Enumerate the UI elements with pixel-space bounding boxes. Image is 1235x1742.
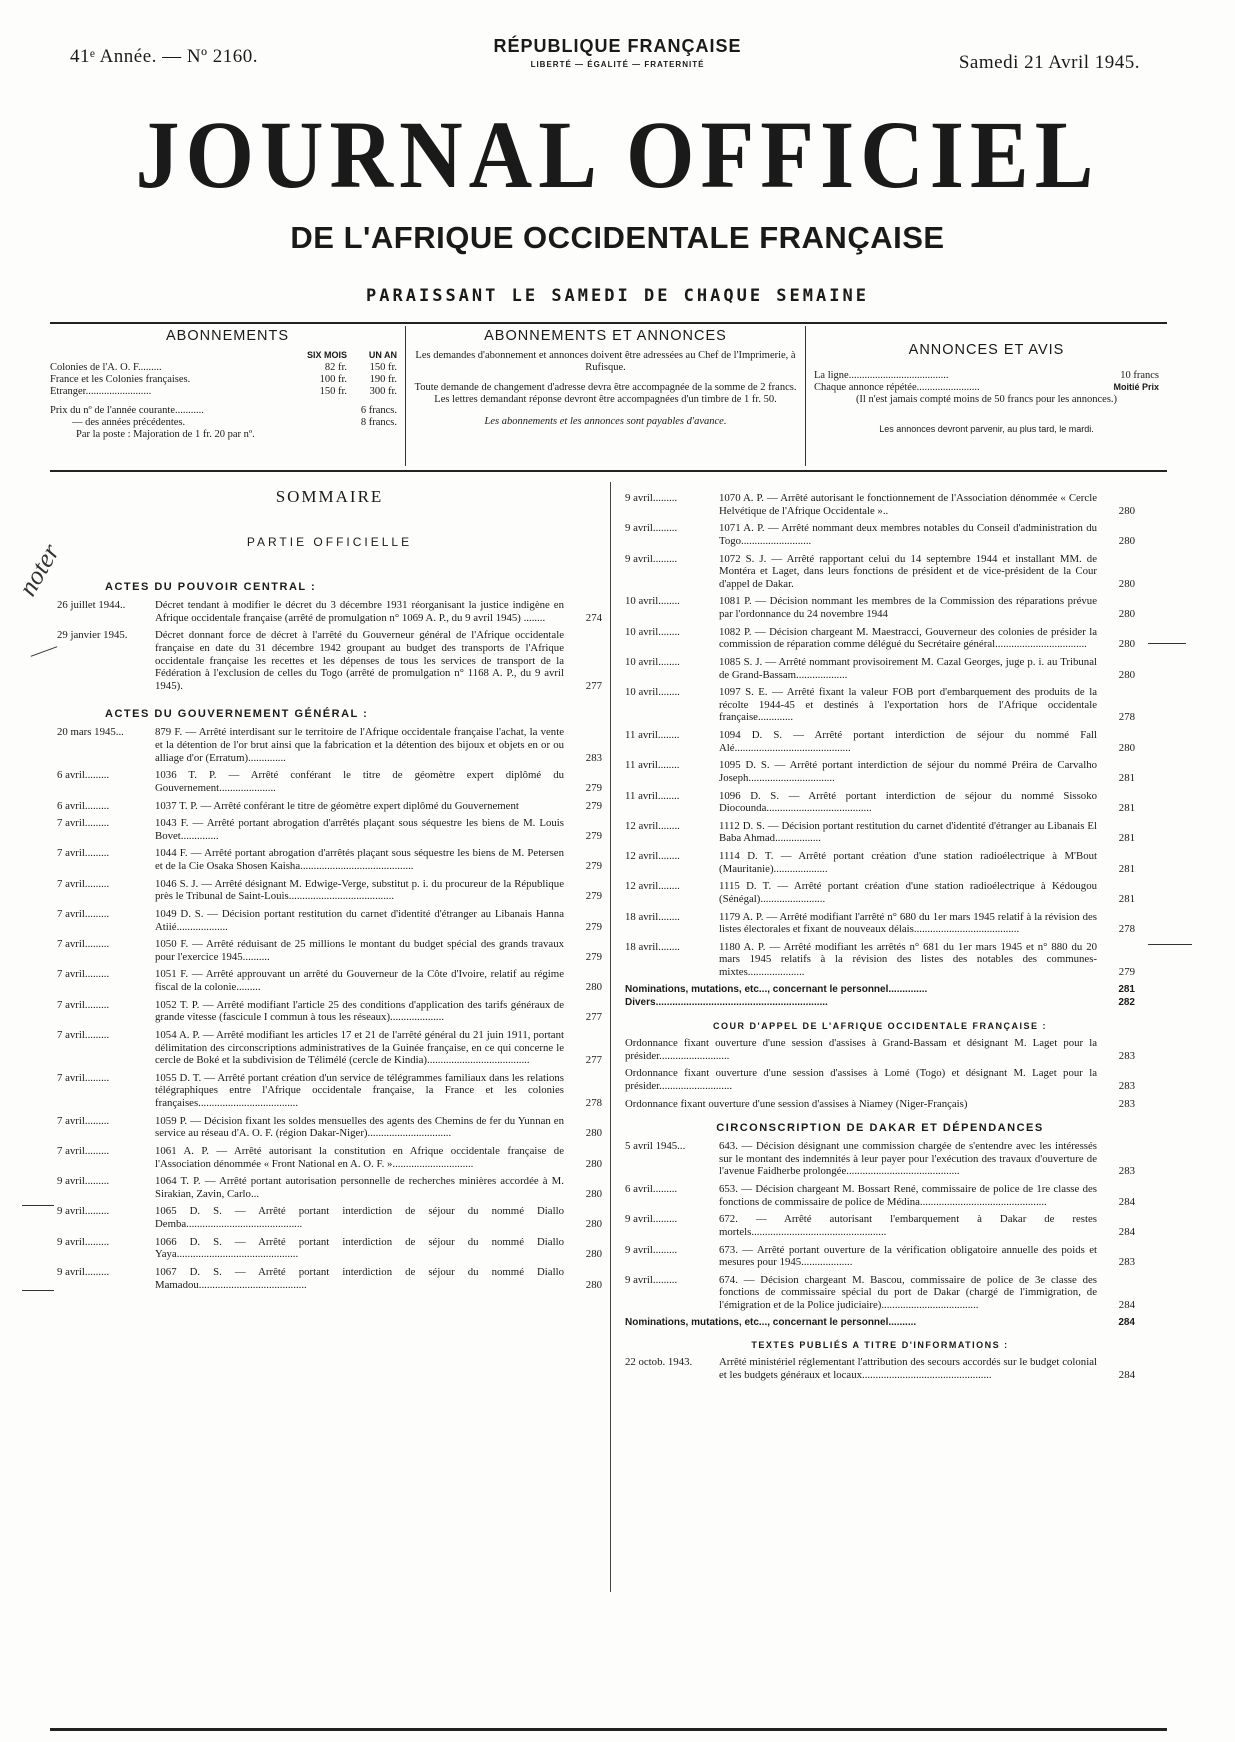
- entry-text: 1115 D. T. — Arrêté portant création d'une station radioélectrique à Kédougou (Sénégal)........................: [719, 880, 1097, 905]
- entry-text: 1114 D. T. — Arrêté portant création d'une station radioélectrique à M'Bout (Mauritanie)....................: [719, 850, 1097, 875]
- entry-text: 1054 A. P. — Arrêté modifiant les articles 17 et 21 de l'arrêté général du 21 juin 1911, portant délimitation des circonscriptions administratives de la Guinée française, en ce qui concerne le cercle de Boké et la subdivision de Télimélé (cercle de Kindia)......................................: [155, 1028, 564, 1067]
- entry-text: 1049 D. S. — Décision portant restitution du carnet d'identité d'étranger au Libanais Hanna Atiié...................: [155, 907, 564, 933]
- sommaire-entry: [57, 1145, 602, 1170]
- entry-date: 7 avril.........: [57, 1028, 110, 1041]
- entry-text: 1082 P. — Décision chargeant M. Maestracci, Gouverneur des colonies de présider la commission de réparation comme délégué du Secrétaire général..................................: [719, 625, 1097, 651]
- entry-page: 279: [585, 799, 602, 812]
- sommaire-entry: [57, 629, 602, 692]
- masthead-tagline: PARAISSANT LE SAMEDI DE CHAQUE SEMAINE: [366, 286, 869, 306]
- divers-row: [625, 997, 1135, 1009]
- abonnement-six-mois: 100 fr.: [319, 374, 347, 386]
- entry-page: 280: [585, 1127, 602, 1140]
- entry-text: 643. — Décision désignant une commission chargée de s'entendre avec les intéressés sur le montant des indemnités à leur payer pour l'exécution des travaux d'ouverture de l'avenue Faidherbe prolongée..........................................: [719, 1140, 1097, 1178]
- entry-page: 280: [585, 1248, 602, 1261]
- entry-page: 282: [1118, 997, 1135, 1009]
- entry-page: 280: [1118, 638, 1135, 651]
- entry-page: 281: [1118, 983, 1135, 995]
- entry-page: 280: [585, 1218, 602, 1230]
- entry-text: 1112 D. S. — Décision portant restitution du carnet d'identité d'étranger au Libanais El Baba Ahmad.................: [719, 819, 1097, 845]
- sommaire-entry: [57, 1072, 602, 1110]
- annonces-avis-box: [806, 326, 1167, 466]
- entry-page: 284: [1118, 1225, 1135, 1238]
- entry-page: 279: [1118, 966, 1135, 978]
- ligne-row: [814, 370, 1159, 382]
- entry-page: 280: [585, 1157, 602, 1170]
- entry-date: 7 avril.........: [57, 968, 110, 981]
- abonnements-box: [50, 326, 406, 466]
- margin-mark: [1148, 643, 1186, 644]
- entry-page: 281: [1118, 862, 1135, 875]
- sommaire-entry: [57, 1029, 602, 1067]
- entry-date: 10 avril........: [625, 655, 680, 668]
- entry-page: 284: [1118, 1368, 1135, 1381]
- entry-text: 673. — Arrêté portant ouverture de la vérification obligatoire annuelle des poids et mesures pour 1945...................: [719, 1243, 1097, 1269]
- sommaire-entry: [57, 1266, 602, 1291]
- sommaire-right-column: [625, 492, 1135, 1387]
- annonces-delai: Les annonces devront parvenir, au plus tard, le mardi.: [879, 424, 1094, 435]
- sommaire-title: SOMMAIRE: [275, 487, 384, 506]
- entry-page: 279: [585, 829, 602, 842]
- entry-text: 1071 A. P. — Arrêté nommant deux membres notables du Conseil d'administration du Togo..........................: [719, 522, 1097, 547]
- entry-date: 10 avril........: [625, 686, 680, 699]
- sommaire-entry: [57, 938, 602, 963]
- sommaire-entry: [625, 820, 1135, 845]
- entry-date: 20 mars 1945...: [57, 726, 124, 739]
- entry-page: 284: [1118, 1195, 1135, 1208]
- entry-date: 7 avril.........: [57, 847, 110, 860]
- entry-text: 1081 P. — Décision nommant les membres de la Commission des réparations prévue par l'ordonnance du 24 novembre 1944: [719, 595, 1097, 620]
- entry-text: 1064 T. P. — Arrêté portant autorisation personnelle de recherches minières accordée à M. Sirakian, Zavin, Carlo...: [155, 1175, 564, 1200]
- entry-page: 280: [1118, 577, 1135, 590]
- entry-page: 280: [585, 1278, 602, 1291]
- sommaire-entry: [57, 1175, 602, 1200]
- entry-date: 9 avril.........: [57, 1205, 110, 1218]
- entry-text: 1067 D. S. — Arrêté portant interdiction de séjour du nommé Diallo Mamadou........................................: [155, 1265, 564, 1291]
- sommaire-entry: [625, 656, 1135, 681]
- section-dakar: CIRCONSCRIPTION DE DAKAR ET DÉPENDANCES: [716, 1122, 1044, 1135]
- col-un-an: UN AN: [368, 350, 397, 360]
- sommaire-entry: [625, 1244, 1135, 1269]
- entry-text: 1036 T. P. — Arrêté conférant le titre de géomètre expert diplômé du Gouvernement.....................: [155, 769, 564, 794]
- entry-text: 1043 F. — Arrêté portant abrogation d'arrêtés plaçant sous séquestre les biens de M. Louis Bovet..............: [155, 817, 564, 842]
- entry-date: 9 avril.........: [57, 1265, 110, 1278]
- entry-date: 10 avril........: [625, 595, 680, 608]
- sommaire-entry: [57, 817, 602, 842]
- entry-page: 279: [585, 950, 602, 963]
- entry-date: 11 avril........: [625, 729, 680, 741]
- nominations-row: [625, 1317, 1135, 1329]
- entry-date: 12 avril........: [625, 880, 680, 893]
- entry-page: 280: [1118, 504, 1135, 517]
- entry-page: 284: [1118, 1316, 1135, 1328]
- entry-date: 9 avril.........: [625, 492, 678, 504]
- entry-page: 278: [1118, 711, 1135, 724]
- column-rule: [610, 482, 611, 1592]
- entry-page: 281: [1118, 892, 1135, 905]
- entry-text: 1044 F. — Arrêté portant abrogation d'arrêtés plaçant sous séquestre les biens de M. Petersen et de la Cie Osaka Shosen Kaisha..........................................: [155, 847, 564, 872]
- margin-mark: [31, 646, 58, 657]
- entry-date: 11 avril........: [625, 789, 680, 802]
- entry-text: 1046 S. J. — Arrêté désignant M. Edwige-Verge, substitut p. i. du procureur de la République près le Tribunal de Saint-Louis.......................................: [155, 877, 564, 903]
- sommaire-entry: [625, 1067, 1135, 1092]
- entry-text: 1052 T. P. — Arrêté modifiant l'article 25 des conditions d'application des tarifs généraux de grande vitesse (fascicule I commun à tous les réseaux)....................: [155, 998, 564, 1024]
- entry-page: 281: [1118, 802, 1135, 815]
- abonnement-label: Colonies de l'A. O. F.........: [50, 362, 162, 373]
- entry-date: 18 avril........: [625, 940, 680, 953]
- entry-date: 7 avril.........: [57, 1114, 110, 1127]
- entry-page: 277: [585, 1054, 602, 1067]
- entry-page: 279: [585, 860, 602, 872]
- entry-page: 283: [1118, 1256, 1135, 1269]
- entry-page: 280: [1118, 608, 1135, 620]
- sommaire-entry: [625, 759, 1135, 784]
- issue-date: Samedi 21 Avril 1945.: [958, 52, 1140, 73]
- sommaire-entry: [625, 850, 1135, 875]
- abonnements-rows: [50, 362, 405, 398]
- prix-value: 6 francs.: [360, 405, 397, 417]
- abonnement-row: [50, 362, 405, 374]
- abonnement-label: France et les Colonies françaises.: [50, 374, 191, 386]
- sommaire-entry: [625, 686, 1135, 724]
- sommaire-entry: [625, 492, 1135, 517]
- prix-label: — des années précédentes.: [72, 417, 186, 429]
- sommaire-entry: [625, 1098, 1135, 1111]
- cour-appel-list: [625, 1037, 1135, 1110]
- repetee-row: [814, 382, 1159, 394]
- entry-text: 1065 D. S. — Arrêté portant interdiction de séjour du nommé Diallo Demba...........................................: [155, 1205, 564, 1230]
- entry-text: 1055 D. T. — Arrêté portant création d'un service de télégrammes familiaux dans les relations télégraphiques entre l'Afrique occidentale française, la France et les colonies françaises.....................................: [155, 1071, 564, 1109]
- abonnement-row: [50, 374, 405, 386]
- entry-page: 283: [1118, 1165, 1135, 1178]
- entry-text: 1085 S. J. — Arrêté nommant provisoirement M. Cazal Georges, juge p. i. au Tribunal de Grand-Bassam...................: [719, 655, 1097, 681]
- devise: LIBERTÉ — ÉGALITÉ — FRATERNITÉ: [530, 60, 705, 69]
- entry-text: 1050 F. — Arrêté réduisant de 25 millions le montant du budget spécial des grands travaux pour l'exercice 1945..........: [155, 938, 564, 963]
- sommaire-entry: [625, 595, 1135, 620]
- entry-date: 29 janvier 1945.: [57, 629, 128, 642]
- entry-text: 1072 S. J. — Arrêté rapportant celui du 14 septembre 1944 et installant MM. de Montéra et Laget, dans leurs fonctions de président et de vice-président de la Cour d'appel de Dakar.: [719, 552, 1097, 590]
- top-rule: [50, 322, 1167, 324]
- entry-page: 280: [1118, 668, 1135, 681]
- sommaire-entry: [57, 1205, 602, 1230]
- gouvernement-general-list: [57, 726, 602, 1291]
- entry-date: 7 avril.........: [57, 817, 110, 830]
- sommaire-entry: [57, 878, 602, 903]
- prix-label: Prix du nº de l'année courante...........: [50, 405, 204, 417]
- repetee-value: Moitié Prix: [1113, 382, 1159, 393]
- entry-text: 1059 P. — Décision fixant les soldes mensuelles des agents des Chemins de fer du Yunnan en service au réseau d'A. O. F. (région Dakar-Niger)...............................: [155, 1114, 564, 1140]
- boxes-bottom-rule: [50, 470, 1167, 472]
- dakar-list: [625, 1140, 1135, 1312]
- entry-text: Divers..............................................................: [625, 997, 828, 1009]
- sommaire-entry: [57, 999, 602, 1024]
- sommaire-entry: [57, 1236, 602, 1261]
- entry-text: 1051 F. — Arrêté approuvant un arrêté du Gouverneur de la Côte d'Ivoire, relatif au régime fiscal de la colonie.........: [155, 968, 564, 993]
- entry-page: 280: [1118, 534, 1135, 547]
- sommaire-entry: [57, 968, 602, 993]
- sommaire-entry: [57, 1115, 602, 1140]
- entry-page: 277: [585, 679, 602, 692]
- entry-date: 26 juillet 1944..: [57, 599, 126, 611]
- entry-text: 1066 D. S. — Arrêté portant interdiction de séjour du nommé Diallo Yaya.............................................: [155, 1235, 564, 1261]
- entry-date: 7 avril.........: [57, 998, 110, 1011]
- section-pouvoir-central: ACTES DU POUVOIR CENTRAL :: [105, 581, 317, 593]
- sommaire-left-column: [57, 487, 602, 1296]
- sommaire-entry: [625, 1183, 1135, 1208]
- entry-date: 9 avril.........: [625, 1273, 678, 1286]
- sommaire-entry: [57, 800, 602, 813]
- sommaire-entry: [625, 790, 1135, 815]
- abo-annonces-title: ABONNEMENTS ET ANNONCES: [484, 328, 727, 344]
- sommaire-entry: [625, 1140, 1135, 1178]
- entry-date: 7 avril.........: [57, 907, 110, 920]
- entry-text: Nominations, mutations, etc..., concernant le personnel..............: [625, 983, 928, 995]
- repetee-label: Chaque annonce répétée........................: [814, 382, 980, 394]
- entry-text: Ordonnance fixant ouverture d'une session d'assises à Grand-Bassam et désignant M. Laget pour la présider..........................: [625, 1037, 1097, 1062]
- pouvoir-central-list: [57, 599, 602, 692]
- republique-francaise: RÉPUBLIQUE FRANÇAISE: [493, 36, 742, 56]
- ligne-value: 10 francs: [1120, 370, 1159, 381]
- prix-value: 8 francs.: [360, 417, 397, 429]
- entry-date: 9 avril.........: [625, 1213, 678, 1226]
- partie-officielle-title: PARTIE OFFICIELLE: [246, 535, 413, 549]
- section-cour-appel: COUR D'APPEL DE L'AFRIQUE OCCIDENTALE FRANÇAISE :: [713, 1021, 1047, 1031]
- textes-list: [625, 1356, 1135, 1381]
- entry-date: 6 avril.........: [57, 799, 110, 812]
- entry-text: Nominations, mutations, etc..., concernant le personnel..........: [625, 1316, 917, 1328]
- entry-date: 9 avril.........: [57, 1235, 110, 1248]
- sommaire-entry: [57, 908, 602, 933]
- abo-annonces-box: [406, 326, 806, 466]
- sommaire-entry: [57, 726, 602, 764]
- col-six-mois: SIX MOIS: [306, 350, 347, 360]
- entry-text: 1180 A. P. — Arrêté modifiant les arrêtés n° 681 du 1er mars 1945 et n° 880 du 20 mars 1945 relatifs à la révision des listes des notables des communes-mixtes.....................: [719, 940, 1097, 978]
- poste-note: Par la poste : Majoration de 1 fr. 20 par nº.: [76, 429, 255, 441]
- sommaire-entry: [625, 1356, 1135, 1381]
- entry-date: 9 avril.........: [57, 1175, 110, 1188]
- entry-date: 9 avril.........: [625, 522, 678, 535]
- entry-page: 283: [1118, 1049, 1135, 1062]
- annonces-avis-title: ANNONCES ET AVIS: [908, 342, 1065, 358]
- entry-date: 22 octob. 1943.: [625, 1356, 693, 1369]
- right-entries-list: [625, 492, 1135, 979]
- abonnements-title: ABONNEMENTS: [166, 328, 289, 344]
- entry-page: 277: [585, 1011, 602, 1024]
- sommaire-entry: [625, 1213, 1135, 1238]
- entry-page: 279: [585, 890, 602, 903]
- subscription-boxes: [50, 326, 1167, 466]
- sommaire-entry: [625, 1037, 1135, 1062]
- sommaire-entry: [625, 553, 1135, 591]
- entry-text: 1070 A. P. — Arrêté autorisant le fonctionnement de l'Association dénommée « Cercle Helvétique de l'Afrique Occidentale »..: [719, 492, 1097, 517]
- prix-row-2: [50, 417, 405, 429]
- nominations-row: [625, 984, 1135, 996]
- entry-date: 12 avril........: [625, 850, 680, 862]
- masthead-subtitle: DE L'AFRIQUE OCCIDENTALE FRANÇAISE: [290, 220, 945, 255]
- abonnement-un-an: 300 fr.: [369, 386, 397, 398]
- margin-mark: [22, 1290, 54, 1291]
- abonnement-six-mois: 82 fr.: [324, 362, 347, 373]
- entry-page: 280: [585, 1187, 602, 1200]
- entry-text: Ordonnance fixant ouverture d'une session d'assises à Niamey (Niger-Français): [625, 1097, 968, 1110]
- entry-text: Arrêté ministériel réglementant l'attribution des secours accordés sur le budget colonial et les budgets généraux et locaux................................................: [719, 1356, 1097, 1381]
- entry-date: 9 avril.........: [625, 1243, 678, 1256]
- entry-text: 672. — Arrêté autorisant l'embarquement à Dakar de restes mortels..................................................: [719, 1213, 1097, 1238]
- section-textes: TEXTES PUBLIÉS A TITRE D'INFORMATIONS :: [751, 1340, 1009, 1351]
- section-gouvernement-general: ACTES DU GOUVERNEMENT GÉNÉRAL :: [105, 708, 369, 721]
- entry-page: 281: [1118, 832, 1135, 845]
- entry-page: 280: [1118, 741, 1135, 754]
- entry-page: 279: [585, 920, 602, 933]
- prix-row-1: [50, 405, 405, 417]
- entry-text: 1061 A. P. — Arrêté autorisant la constitution en Afrique occidentale française de l'Association dénommée « Front National en A. O. F. »..............................: [155, 1144, 564, 1170]
- sommaire-entry: [625, 729, 1135, 754]
- entry-page: 283: [585, 751, 602, 764]
- abo-annonces-p2: Toute demande de changement d'adresse devra être accompagnée de la somme de 2 francs. Les lettres demandant réponse devront être accompagnées d'un timbre de 1 fr. 50.: [414, 382, 797, 406]
- entry-page: 280: [585, 981, 602, 993]
- abonnement-row: [50, 386, 405, 398]
- entry-date: 7 avril.........: [57, 877, 110, 890]
- sommaire-entry: [625, 1274, 1135, 1312]
- entry-text: Décret donnant force de décret à l'arrêté du Gouverneur général de l'Afrique occidentale française en date du 31 décembre 1942 groupant au budget des transports de l'Afrique occidentale française les recettes et les dépenses de tous les services de transport de la Fédération à l'exclusion de celles du Togo (arrêté de promulgation n° 1168 A. P., du 9 avril 1945).: [155, 629, 564, 692]
- sommaire-entry: [625, 522, 1135, 547]
- abonnement-six-mois: 150 fr.: [319, 386, 347, 398]
- issue-number: 41ᵉ Année. — Nº 2160.: [70, 46, 259, 67]
- entry-text: 653. — Décision chargeant M. Bossart René, commissaire de police de 1re classe des fonctions de commissaire de police de Médina...............................................: [719, 1183, 1097, 1208]
- sommaire-entry: [57, 599, 602, 624]
- sommaire-entry: [57, 769, 602, 794]
- margin-mark: [1148, 944, 1192, 945]
- ligne-label: La ligne......................................: [814, 370, 949, 381]
- entry-text: 1037 T. P. — Arrêté conférant le titre de géomètre expert diplômé du Gouvernement: [155, 799, 519, 812]
- entry-date: 12 avril........: [625, 819, 680, 832]
- masthead-title: JOURNAL OFFICIEL: [135, 102, 1100, 209]
- entry-date: 6 avril.........: [625, 1183, 678, 1195]
- abonnement-un-an: 190 fr.: [369, 374, 397, 386]
- sommaire-entry: [625, 880, 1135, 905]
- annonces-note: (Il n'est jamais compté moins de 50 francs pour les annonces.): [855, 394, 1118, 406]
- entry-page: 278: [585, 1097, 602, 1109]
- entry-text: 1094 D. S. — Arrêté portant interdiction de séjour du nommé Fall Alé...........................................: [719, 729, 1097, 754]
- entry-date: 7 avril.........: [57, 1144, 110, 1157]
- bottom-rule: [50, 1728, 1167, 1731]
- entry-page: 274: [585, 611, 602, 624]
- sommaire-entry: [625, 626, 1135, 651]
- entry-text: Ordonnance fixant ouverture d'une session d'assises à Lomé (Togo) et désignant M. Laget pour la présider...........................: [625, 1067, 1097, 1092]
- abo-annonces-p3: Les abonnements et les annonces sont payables d'avance.: [484, 416, 727, 428]
- margin-mark: [22, 1205, 54, 1206]
- handwritten-annotation: noter: [12, 538, 66, 601]
- entry-date: 11 avril........: [625, 759, 680, 772]
- entry-page: 283: [1118, 1079, 1135, 1092]
- entry-page: 284: [1118, 1299, 1135, 1311]
- entry-date: 5 avril 1945...: [625, 1140, 686, 1153]
- abonnement-label: Étranger.........................: [50, 386, 152, 398]
- abonnement-un-an: 150 fr.: [369, 362, 397, 373]
- entry-text: 1179 A. P. — Arrêté modifiant l'arrêté n° 680 du 1er mars 1945 relatif à la révision des listes électorales et fixant de nouveaux délais.......................................: [719, 910, 1097, 936]
- entry-date: 18 avril........: [625, 910, 680, 923]
- entry-text: 1095 D. S. — Arrêté portant interdiction de séjour du nommé Préira de Carvalho Joseph................................: [719, 759, 1097, 784]
- entry-text: Décret tendant à modifier le décret du 3 décembre 1931 réorganisant la justice indigène en Afrique occidentale française (arrêté de promulgation n° 1069 A. P., du 9 avril 1945) ........: [155, 599, 564, 624]
- entry-date: 7 avril.........: [57, 1071, 110, 1084]
- entry-text: 674. — Décision chargeant M. Bascou, commissaire de police de 3e classe des fonctions de commissaire spécial du port de Dakar (chargé de l'immigration, de l'émigration et de la Police judiciaire)....................................: [719, 1273, 1097, 1311]
- entry-date: 6 avril.........: [57, 769, 110, 782]
- sommaire-entry: [625, 941, 1135, 979]
- entry-page: 278: [1118, 923, 1135, 936]
- entry-date: 9 avril.........: [625, 552, 678, 565]
- sommaire-entry: [625, 911, 1135, 936]
- entry-page: 279: [585, 781, 602, 794]
- entry-page: 281: [1118, 771, 1135, 784]
- sommaire-entry: [57, 847, 602, 872]
- entry-date: 7 avril.........: [57, 938, 110, 951]
- entry-text: 1097 S. E. — Arrêté fixant la valeur FOB port d'embarquement des produits de la récolte 1944-45 et destinés à l'exportation hors de l'Afrique occidentale française.............: [719, 686, 1097, 724]
- abo-annonces-p1: Les demandes d'abonnement et annonces doivent être adressées au Chef de l'Imprimerie, à Rufisque.: [415, 350, 796, 374]
- entry-page: 283: [1118, 1097, 1135, 1110]
- entry-text: 1096 D. S. — Arrêté portant interdiction de séjour du nommé Sissoko Diocounda.......................................: [719, 789, 1097, 815]
- abonnements-header: [50, 350, 405, 360]
- entry-date: 10 avril........: [625, 625, 680, 638]
- entry-text: 879 F. — Arrêté interdisant sur le territoire de l'Afrique occidentale française l'achat, la vente et la détention de l'or brut ainsi que la fabrication et la détention des bijoux et objets en or ou alliage d'or (Erratum)..............: [155, 726, 564, 764]
